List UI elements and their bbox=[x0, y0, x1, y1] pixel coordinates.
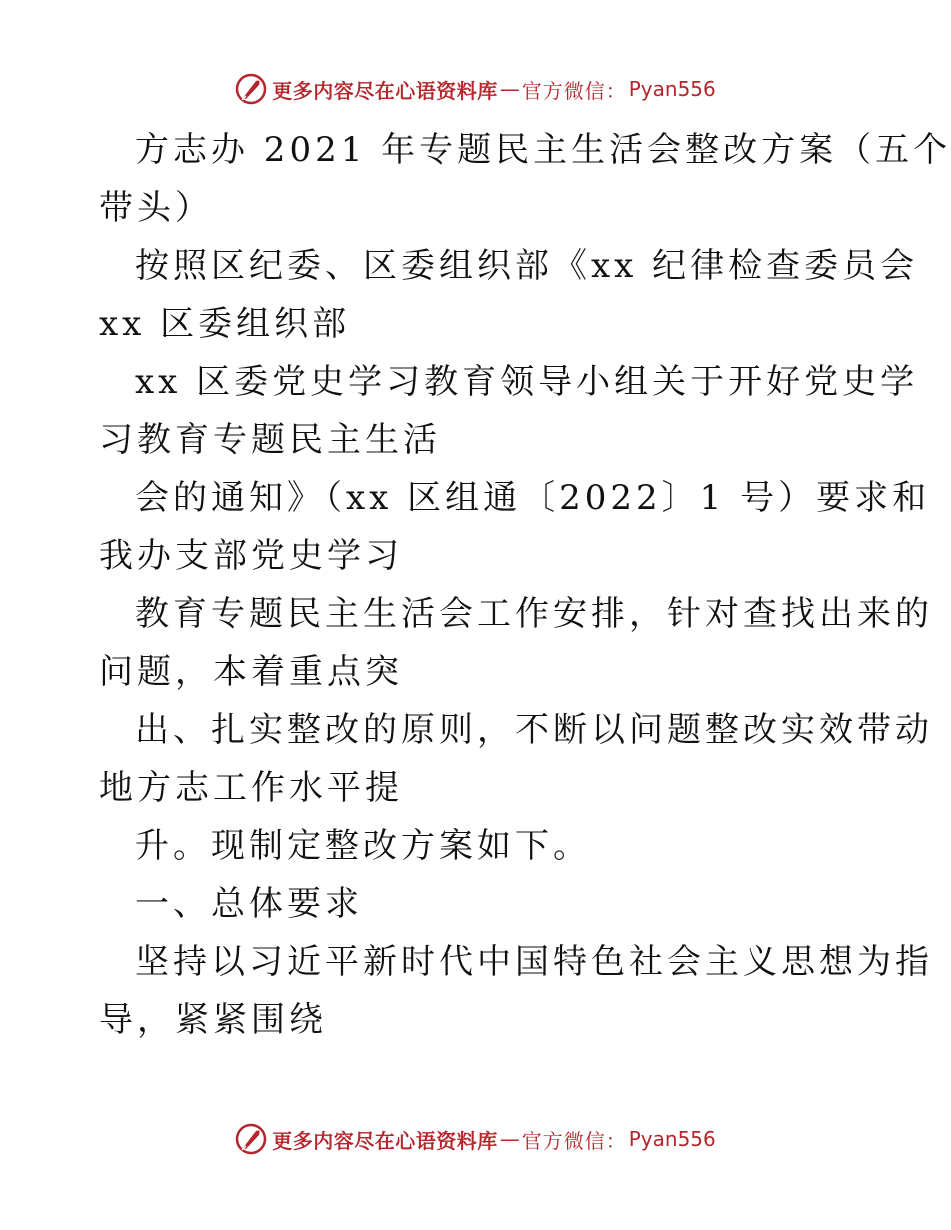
watermark-label: 官方微信： bbox=[521, 1128, 627, 1153]
text-line: xx 区委党史学习教育领导小组关于开好党史学 bbox=[135, 362, 919, 402]
text-line: 坚持以习近平新时代中国特色社会主义思想为指 bbox=[135, 942, 933, 982]
text-line: 我办支部党史学习 bbox=[99, 536, 403, 576]
text-line: 教育专题民主生活会工作安排，针对查找出来的 bbox=[135, 594, 933, 634]
watermark-dash: — bbox=[499, 77, 520, 101]
text-line: 方志办 2021 年专题民主生活会整改方案（五个 bbox=[135, 130, 951, 170]
quill-logo-icon bbox=[234, 72, 268, 106]
text-line: 按照区纪委、区委组织部《xx 纪律检查委员会 bbox=[135, 246, 919, 286]
section-heading: 一、总体要求 bbox=[135, 884, 363, 924]
watermark-brand: 更多内容尽在心语资料库 bbox=[272, 78, 498, 103]
watermark-dash: — bbox=[499, 1127, 520, 1151]
watermark-id: Pyan556 bbox=[628, 77, 716, 101]
document-body bbox=[99, 121, 951, 1049]
text-line: 导，紧紧围绕 bbox=[99, 1000, 327, 1040]
watermark-id: Pyan556 bbox=[628, 1127, 716, 1151]
text-line: 带头） bbox=[99, 188, 213, 228]
text-line: 习教育专题民主生活 bbox=[99, 420, 441, 460]
watermark-brand: 更多内容尽在心语资料库 bbox=[272, 1128, 498, 1153]
text-line: 会的通知》（xx 区组通〔2022〕1 号）要求和 bbox=[135, 478, 931, 518]
text-line: 出、扎实整改的原则，不断以问题整改实效带动 bbox=[135, 710, 933, 750]
footer-watermark bbox=[0, 1119, 950, 1159]
quill-logo-icon bbox=[234, 1122, 268, 1156]
text-line: 问题，本着重点突 bbox=[99, 652, 403, 692]
header-watermark bbox=[0, 69, 950, 109]
text-line: xx 区委组织部 bbox=[99, 304, 351, 344]
watermark-label: 官方微信： bbox=[521, 78, 627, 103]
text-line: 地方志工作水平提 bbox=[99, 768, 403, 808]
text-line: 升。现制定整改方案如下。 bbox=[135, 826, 591, 866]
